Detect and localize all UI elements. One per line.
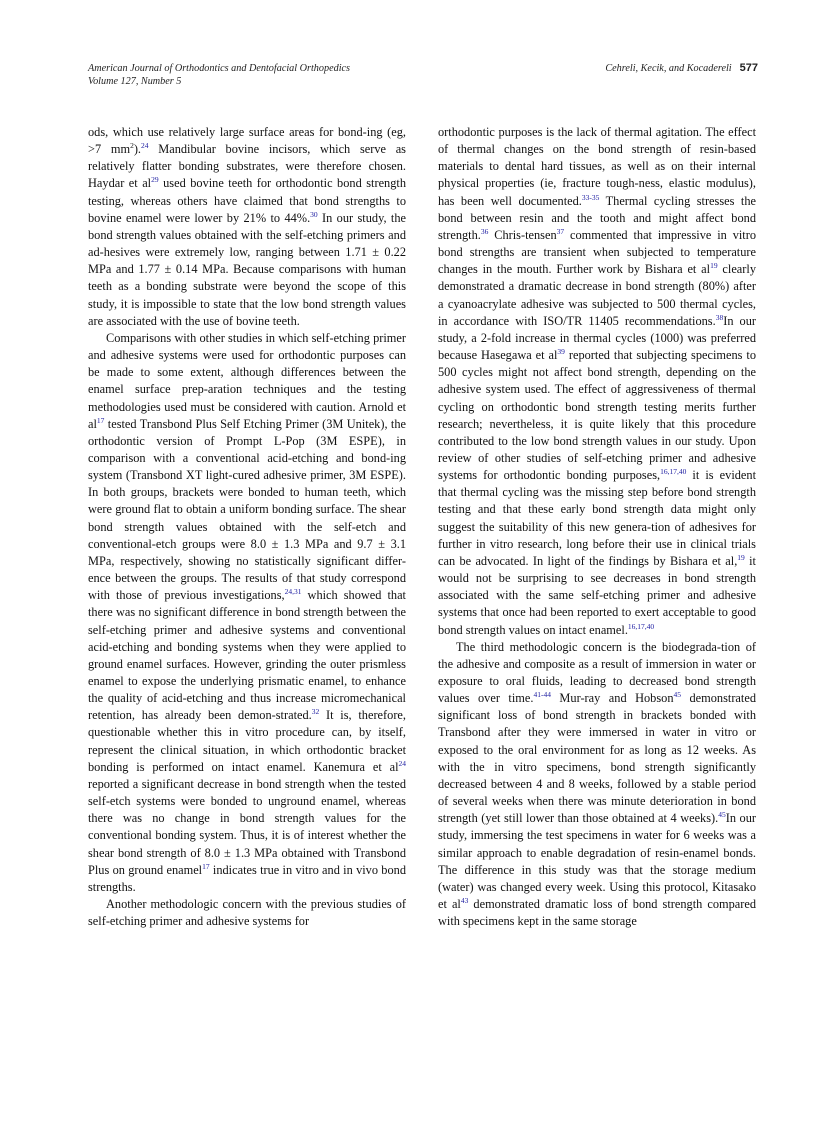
journal-volume: Volume 127, Number 5	[88, 76, 182, 87]
text: Comparisons with other studies in which self-etching primer and adhesive systems were used for orthodontic purposes can be made to some extent, although differences between the enamel surface prep-aration techniques and the testing methodologies used must be considered with caution. Arnold et al	[88, 330, 406, 431]
reference-link[interactable]: 17	[202, 861, 210, 871]
text: Another methodologic concern with the previous studies of self-etching primer and adhesive systems for	[88, 897, 406, 929]
journal-title: American Journal of Orthodontics and Dentofacial Orthopedics	[88, 63, 351, 74]
text: used bovine teeth for orthodontic bond strength testing, whereas others have claimed that bond strengths to bovine enamel were lower by 21% to 44%.	[88, 176, 406, 225]
page-number: 577	[739, 62, 758, 74]
authors: Cehreli, Kecik, and Kocadereli	[605, 63, 732, 74]
reference-link[interactable]: 16,17,40	[660, 467, 687, 477]
text: reported a significant decrease in bond strength when the tested self-etch systems were bonded to unground enamel, whereas there was no change in bond strength values for the conventional bonding system. Thus, it is of interest whether the shear bond strength of 8.0 ± 1.3 MPa obtained with Transbond Plus on ground enamel	[88, 776, 406, 877]
right-column	[438, 124, 756, 930]
paragraph	[438, 124, 756, 639]
reference-link[interactable]: 30	[310, 209, 318, 219]
text: In our study, the bond strength values obtained with the self-etching primers and ad-hesives were extremely low, ranging between 1.71 ± 0.22 MPa and 1.77 ± 0.14 MPa. Because comparisons with human teeth as a bonding substrate were beyond the scope of this study, it is impossible to state that the low bond strength values are associated with the use of bovine teeth.	[88, 210, 406, 328]
text: clearly demonstrated a dramatic decrease in bond strength (80%) after a cyanoacrylate adhesive was subjected to 500 thermal cycles, in accordance with ISO/TR 11405 recommendations.	[438, 262, 756, 328]
text: ods, which use relatively large surface areas for bond-ing (eg, >7 mm	[88, 125, 406, 157]
text: ).	[133, 142, 142, 157]
reference-link[interactable]: 24	[398, 758, 406, 768]
paragraph	[438, 639, 756, 931]
left-column	[88, 124, 406, 930]
text: In our study, immersing the test specimens in water for 6 weeks was a similar approach to enable degradation of resin-enamel bonds. The difference in this study was that the storage medium (water) was changed every week. Using this protocol, Kitasako et al	[438, 811, 756, 912]
paragraph	[88, 896, 406, 930]
reference-link[interactable]: 19	[710, 261, 718, 271]
running-header-journal	[88, 62, 350, 88]
text: orthodontic purposes is the lack of thermal agitation. The effect of thermal changes on the bond strength of resin-based materials to dental hard tissues, as well as on their internal physical properties (ie, fracture tough-ness, elastic modulus), has been well documented.	[438, 125, 756, 208]
text: it would not be surprising to see decreases in bond strength associated with the same self-etching primer and adhesive systems that once had been reported to exert acceptable to good bond strength values on intact enamel.	[438, 553, 756, 637]
reference-link[interactable]: 33-35	[581, 192, 600, 202]
reference-link[interactable]: 24	[141, 141, 149, 151]
text: It is, therefore, questionable whether this in vitro procedure can, by itself, represent the clinical situation, in which orthodontic bracket bonding is performed on intact enamel. Kanemura et al	[88, 708, 406, 774]
reference-link[interactable]: 32	[311, 707, 320, 717]
text: Chris-tensen	[488, 227, 557, 242]
text: indicates true in vitro and in vivo bond strengths.	[88, 862, 406, 894]
text: tested Transbond Plus Self Etching Primer (3M Unitek), the orthodontic version of Prompt L-Pop (3M ESPE), in comparison with a conventional acid-etching and bond-ing system (Transbond XT light-cured adhesive primer, 3M ESPE). In both groups, brackets were bonded to human teeth, which were ground flat to obtain a uniform bonding surface. The shear bond strength values obtained with the self-etch and conventional-etch groups were 8.0 ± 1.3 MPa and 9.7 ± 3.1 MPa, respectively, showing no statistically significant differ-ence between the groups. The results of that study correspond with those of previous investigations,	[88, 416, 406, 603]
reference-link[interactable]: 37	[556, 226, 565, 236]
superscript: 2	[130, 141, 134, 151]
reference-link[interactable]: 39	[557, 347, 565, 357]
text: commented that impressive in vitro bond strengths are transient when subjected to temperature changes in the mouth. Further work by Bishara et al	[438, 227, 757, 277]
reference-link[interactable]: 36	[480, 226, 489, 236]
reference-link[interactable]: 29	[151, 175, 159, 185]
text: Mandibular bovine incisors, which serve as relatively flatter bonding substrates, were therefore chosen. Haydar et al	[88, 142, 406, 191]
paragraph	[88, 330, 406, 896]
reference-link[interactable]: 19	[737, 552, 745, 562]
running-header-authors	[605, 62, 758, 75]
text: reported that subjecting specimens to 500 cycles might not affect bond strength, depending on the adhesive system used. The effect of aggressiveness of thermal cycling on orthodontic bond strength testing merits further research; nevertheless, it is quite likely that this procedure contributed to the low bond strength values in our study. Upon review of other studies of self-etching primer and adhesive systems for orthodontic bonding purposes,	[438, 348, 756, 483]
reference-link[interactable]: 45	[718, 810, 726, 820]
text: it is evident that thermal cycling was the missing step before bond strength testing and that these early bond strength data might only suggest the suitability of this new genera-tion of adhesives for further in vitro research, long before their use in clinical trials can be advocated. In light of the findings by Bishara et al,	[438, 468, 756, 568]
text: Mur-ray and Hobson	[550, 691, 674, 706]
reference-link[interactable]: 43	[460, 896, 469, 906]
reference-link[interactable]: 24,31	[284, 587, 302, 597]
text: demonstrated significant loss of bond strength in brackets bonded with Transbond after they were immersed in water in vitro or exposed to the oral environment for as long as 12 weeks. As with the in vitro specimens, bond strength significantly decreased between 4 and 8 weeks, followed by a stable period of several weeks when there was minute deterioration in bond strength (yet still lower than those obtained at 4 weeks).	[438, 691, 756, 826]
reference-link[interactable]: 16,17,40	[627, 621, 655, 631]
reference-link[interactable]: 45	[673, 690, 682, 700]
text: which showed that there was no significant difference in bond strength between the self-etching primer and adhesive systems and conventional acid-etching and bonding systems when they were applied to ground enamel surfaces. However, grinding the outer prismless enamel to expose the underlying prismatic enamel, to enhance the quality of acid-etching and thus increase micromechanical retention, has already been demon-strated.	[88, 588, 406, 723]
text: Thermal cycling stresses the bond between resin and the tooth and might affect bond strength.	[438, 193, 756, 242]
reference-link[interactable]: 17	[96, 415, 105, 425]
reference-link[interactable]: 38	[715, 312, 724, 322]
text: demonstrated dramatic loss of bond strength compared with specimens kept in the same storage	[438, 897, 757, 929]
text: The third methodologic concern is the biodegrada-tion of the adhesive and composite as a result of immersion in water or exposure to oral fluids, leading to decreased bond strength values over time.	[438, 639, 756, 706]
paragraph	[88, 124, 406, 330]
text: In our study, a 2-fold increase in thermal cycles (1000) was preferred because Hasegawa et al	[438, 313, 757, 363]
reference-link[interactable]: 41-44	[533, 690, 551, 700]
